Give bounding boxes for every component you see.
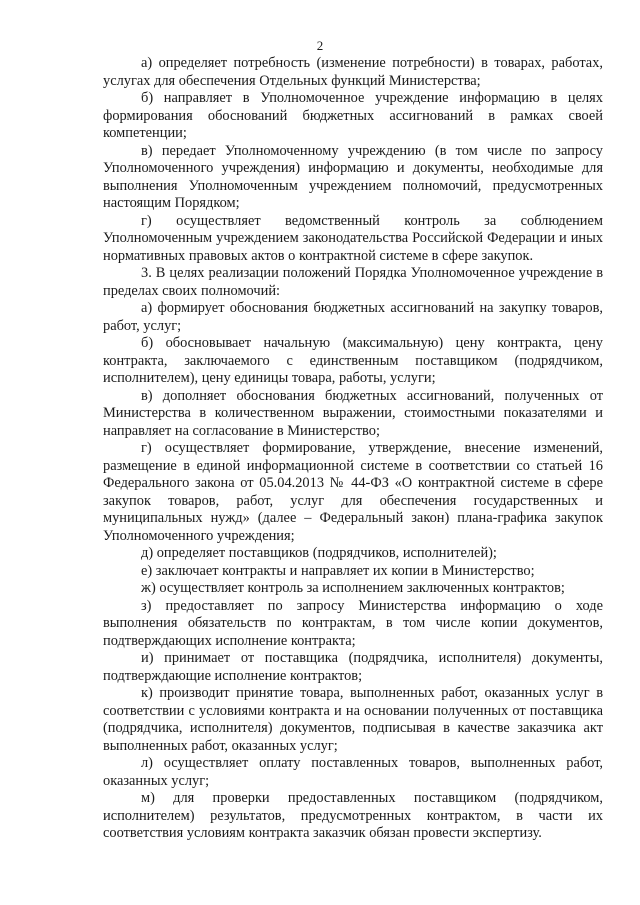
paragraph-3-e: е) заключает контракты и направляет их копии в Министерство;	[141, 562, 535, 579]
paragraph-3-v: в) дополняет обоснования бюджетных ассигнований, полученных от Министерства в количественном выражении, стоимостными показателями и направляет на согласование в Министерство;	[103, 387, 603, 439]
paragraph-3-z: з) предоставляет по запросу Министерства информацию о ходе выполнения обязательств по контрактам, в том числе копии документов, подтверждающих исполнение контракта;	[103, 597, 603, 649]
paragraph-1-v: в) передает Уполномоченному учреждению (в том числе по запросу Уполномоченного учреждения) информацию и документы, необходимые для выполнения Уполномоченным учреждением полномочий, предусмотренных настоящим Порядком;	[103, 142, 603, 211]
paragraph-3-m: м) для проверки предоставленных поставщиком (подрядчиком, исполнителем) результатов, предусмотренных контрактом, в части их соответствия условиям контракта заказчик обязан провести экспертизу.	[103, 790, 603, 841]
section-3-heading: 3. В целях реализации положений Порядка Уполномоченное учреждение в пределах своих полномочий:	[103, 265, 603, 299]
paragraph-3-l: л) осуществляет оплату поставленных товаров, выполненных работ, оказанных услуг;	[103, 755, 603, 789]
document-body	[103, 55, 603, 843]
paragraph-3-i: и) принимает от поставщика (подрядчика, исполнителя) документы, подтверждающие исполнение контрактов;	[103, 650, 603, 684]
paragraph-3-a: а) формирует обоснования бюджетных ассигнований на закупку товаров, работ, услуг;	[103, 300, 603, 334]
paragraph-1-b: б) направляет в Уполномоченное учреждение информацию в целях формирования обоснований бюджетных ассигнований в рамках своей компетенции;	[103, 90, 603, 141]
page-number: 2	[316, 38, 324, 53]
paragraph-3-b: б) обосновывает начальную (максимальную) цену контракта, цену контракта, заключаемого с единственным поставщиком (подрядчиком, исполнителем), цену единицы товара, работы, услуги;	[103, 335, 603, 386]
paragraph-3-d: д) определяет поставщиков (подрядчиков, исполнителей);	[141, 545, 497, 561]
paragraph-3-k: к) производит принятие товара, выполненных работ, оказанных услуг в соответствии с условиями контракта и на основании полученных от поставщика (подрядчика, исполнителя) документов, подписывая в качестве заказчика акт выполненных работ, оказанных услуг;	[103, 685, 603, 754]
paragraph-3-g: г) осуществляет формирование, утверждение, внесение изменений, размещение в единой информационной системе в соответствии со статьей 16 Федерального закона от 05.04.2013 № 44-ФЗ «О контрактной системе в сфере закупок товаров, работ, услуг для обеспечения государственных и муниципальных нужд» (далее – Федеральный закон) плана-графика закупок Уполномоченного учреждения;	[103, 440, 603, 544]
paragraph-1-a: а) определяет потребность (изменение потребности) в товарах, работах, услугах для обеспечения Отдельных функций Министерства;	[103, 55, 603, 89]
paragraph-3-zh: ж) осуществляет контроль за исполнением заключенных контрактов;	[141, 580, 565, 596]
paragraph-1-g: г) осуществляет ведомственный контроль за соблюдением Уполномоченным учреждением законодательства Российской Федерации и иных нормативных правовых актов о контрактной системе в сфере закупок.	[103, 212, 603, 264]
